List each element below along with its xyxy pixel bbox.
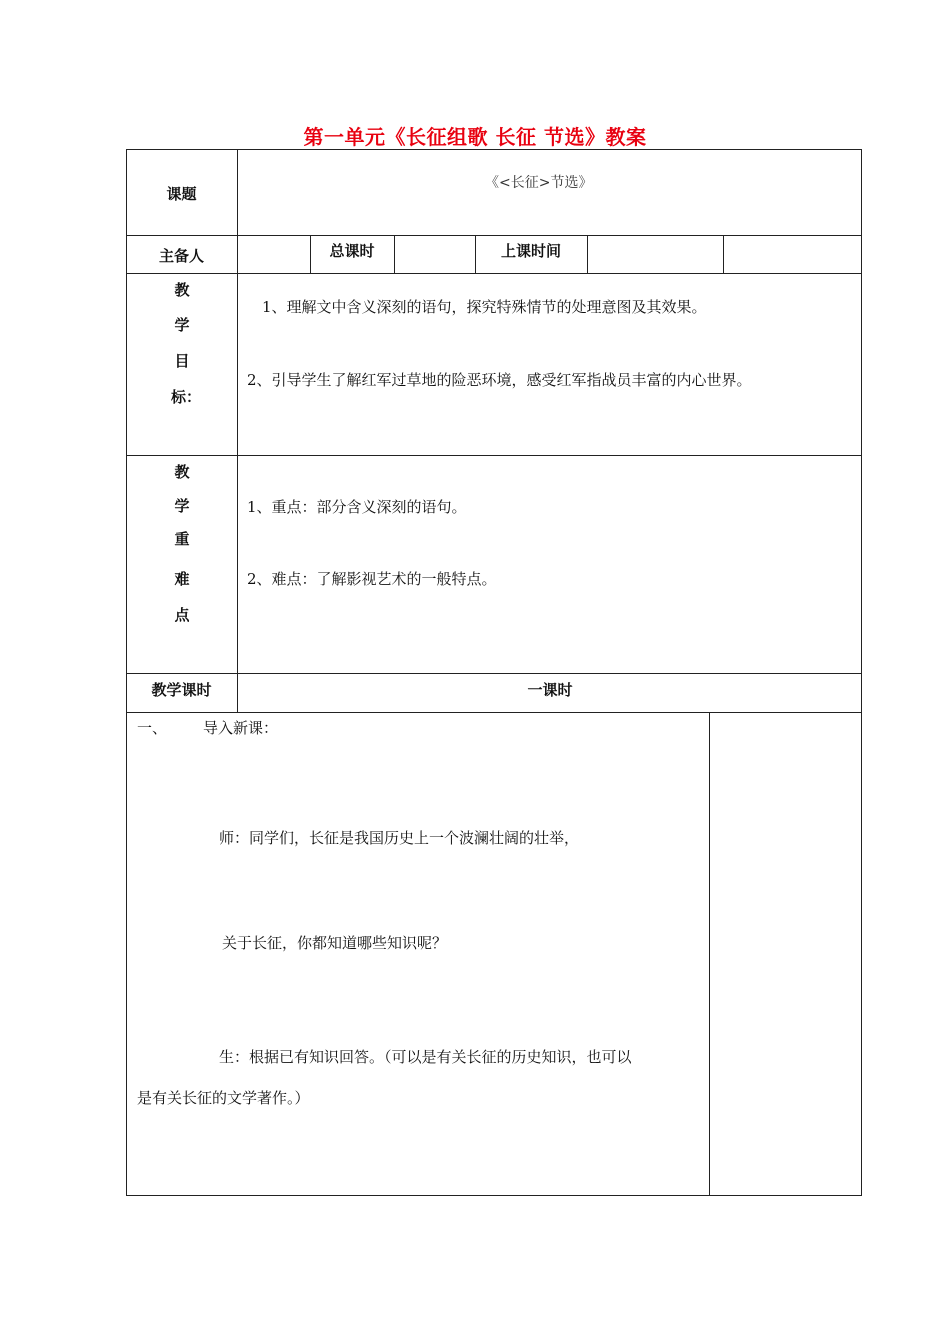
key-points-label-char: 重	[174, 530, 190, 548]
column-divider	[723, 235, 724, 274]
objective-item: 1、理解文中含义深刻的语句，探究特殊情节的处理意图及其效果。	[262, 298, 707, 316]
document-title: 第一单元《长征组歌 长征 节选》教案	[303, 125, 647, 149]
key-points-label-char: 教	[174, 463, 190, 481]
key-points-label-char: 难	[174, 570, 190, 588]
key-points-label-char: 学	[174, 497, 190, 515]
objectives-label-char: 教	[174, 281, 190, 299]
process-line: 生：根据已有知识回答。（可以是有关长征的历史知识，也可以	[219, 1048, 632, 1066]
section-title: 导入新课：	[203, 719, 279, 737]
class-time-label: 上课时间	[500, 242, 561, 260]
preparer-label: 主备人	[158, 247, 204, 265]
topic-label: 课题	[166, 185, 197, 203]
hours-label: 教学课时	[151, 681, 212, 699]
section-number: 一、	[137, 719, 168, 737]
column-divider	[394, 235, 395, 274]
total-hours-label: 总课时	[329, 242, 375, 260]
objective-item: 2、引导学生了解红军过草地的险恶环境，感受红军指战员丰富的内心世界。	[247, 371, 752, 389]
key-point-item: 2、难点：了解影视艺术的一般特点。	[247, 570, 497, 588]
column-divider	[237, 149, 238, 713]
process-line: 师：同学们，长征是我国历史上一个波澜壮阔的壮举，	[219, 829, 580, 847]
objectives-label-char: 学	[174, 316, 190, 334]
topic-value: 《<长征>节选》	[485, 175, 593, 191]
process-line: 是有关长征的文学著作。）	[137, 1089, 310, 1107]
process-line: 关于长征，你都知道哪些知识呢？	[222, 934, 448, 952]
column-divider	[587, 235, 588, 274]
notes-column-divider	[709, 712, 710, 1196]
objectives-label-char: 标：	[170, 388, 201, 406]
hours-value: 一课时	[527, 681, 573, 699]
key-points-label-char: 点	[174, 606, 190, 624]
objectives-label-char: 目	[174, 352, 190, 370]
key-point-item: 1、重点：部分含义深刻的语句。	[247, 498, 467, 516]
